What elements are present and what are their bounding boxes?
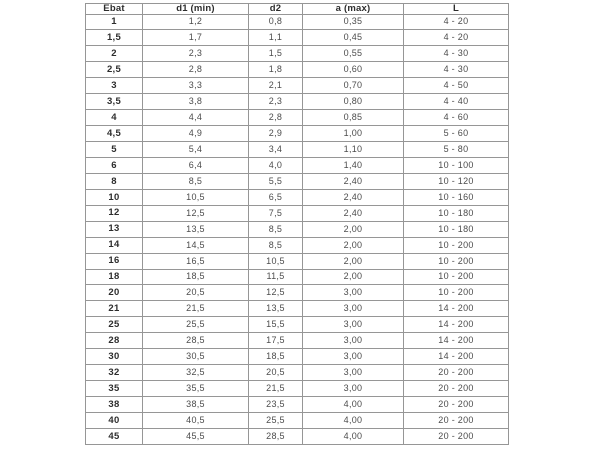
row-header-cell: 12 [86,205,143,221]
row-header-cell: 6 [86,157,143,173]
row-header-cell: 35 [86,381,143,397]
table-cell: 3,00 [303,317,404,333]
table-row [86,333,509,349]
table-cell: 28,5 [143,333,249,349]
table-row [86,189,509,205]
table-cell: 35,5 [143,381,249,397]
table-row [86,205,509,221]
table-cell: 21,5 [249,381,303,397]
col-header-d2: d2 [249,4,303,15]
table-cell: 3,00 [303,381,404,397]
table-cell: 4 - 50 [404,78,509,94]
table-cell: 4 - 20 [404,14,509,30]
table-cell: 20 - 200 [404,381,509,397]
table-row [86,285,509,301]
table-cell: 4,00 [303,428,404,444]
table-row [86,237,509,253]
table-cell: 13,5 [249,301,303,317]
table-cell: 2,00 [303,221,404,237]
table-cell: 14 - 200 [404,333,509,349]
table-row [86,110,509,126]
table-row [86,30,509,46]
table-cell: 2,40 [303,205,404,221]
table-cell: 0,35 [303,14,404,30]
row-header-cell: 18 [86,269,143,285]
table-cell: 2,3 [143,46,249,62]
table-cell: 8,5 [143,173,249,189]
table-cell: 10 - 180 [404,221,509,237]
table-row [86,221,509,237]
col-header-l: L [404,4,509,15]
table-cell: 2,9 [249,126,303,142]
row-header-cell: 1,5 [86,30,143,46]
table-cell: 25,5 [143,317,249,333]
table-cell: 2,8 [249,110,303,126]
row-header-cell: 16 [86,253,143,269]
table-row [86,142,509,158]
table-cell: 18,5 [249,349,303,365]
table-cell: 4 - 30 [404,46,509,62]
table-row [86,428,509,444]
table-cell: 40,5 [143,412,249,428]
table-cell: 25,5 [249,412,303,428]
table-cell: 1,7 [143,30,249,46]
table-cell: 10 - 100 [404,157,509,173]
table-cell: 10 - 200 [404,253,509,269]
table-cell: 11,5 [249,269,303,285]
table-cell: 15,5 [249,317,303,333]
table-cell: 14 - 200 [404,317,509,333]
table-cell: 3,3 [143,78,249,94]
row-header-cell: 3,5 [86,94,143,110]
row-header-cell: 4 [86,110,143,126]
table-row [86,253,509,269]
table-cell: 10 - 200 [404,269,509,285]
table-cell: 3,00 [303,285,404,301]
table-cell: 8,5 [249,221,303,237]
table-cell: 14 - 200 [404,349,509,365]
table-row [86,412,509,428]
spec-table [85,3,509,445]
table-cell: 10 - 180 [404,205,509,221]
table-cell: 20 - 200 [404,397,509,413]
table-cell: 20 - 200 [404,412,509,428]
table-cell: 1,2 [143,14,249,30]
row-header-cell: 20 [86,285,143,301]
table-cell: 5,4 [143,142,249,158]
col-header-amax: a (max) [303,4,404,15]
table-row [86,14,509,30]
table-cell: 0,60 [303,62,404,78]
table-cell: 10 - 200 [404,285,509,301]
row-header-cell: 2,5 [86,62,143,78]
table-cell: 21,5 [143,301,249,317]
row-header-cell: 14 [86,237,143,253]
row-header-cell: 38 [86,397,143,413]
row-header-cell: 45 [86,428,143,444]
table-cell: 20 - 200 [404,365,509,381]
header-row [86,4,509,15]
row-header-cell: 30 [86,349,143,365]
table-row [86,62,509,78]
table-cell: 2,00 [303,253,404,269]
row-header-cell: 4,5 [86,126,143,142]
table-cell: 17,5 [249,333,303,349]
row-header-cell: 8 [86,173,143,189]
table-cell: 10,5 [249,253,303,269]
table-cell: 8,5 [249,237,303,253]
row-header-cell: 28 [86,333,143,349]
table-cell: 0,55 [303,46,404,62]
table-cell: 2,00 [303,237,404,253]
table-cell: 6,5 [249,189,303,205]
table-row [86,94,509,110]
table-cell: 7,5 [249,205,303,221]
table-cell: 0,85 [303,110,404,126]
table-cell: 4,0 [249,157,303,173]
table-cell: 10,5 [143,189,249,205]
table-cell: 3,00 [303,365,404,381]
table-cell: 3,00 [303,333,404,349]
table-cell: 2,8 [143,62,249,78]
table-row [86,157,509,173]
table-cell: 1,8 [249,62,303,78]
table-cell: 10 - 200 [404,237,509,253]
table-cell: 5,5 [249,173,303,189]
table-cell: 30,5 [143,349,249,365]
table-cell: 4,9 [143,126,249,142]
row-header-cell: 5 [86,142,143,158]
table-row [86,381,509,397]
table-cell: 16,5 [143,253,249,269]
table-cell: 3,00 [303,301,404,317]
row-header-cell: 2 [86,46,143,62]
table-cell: 0,80 [303,94,404,110]
table-cell: 2,3 [249,94,303,110]
table-cell: 2,1 [249,78,303,94]
table-cell: 18,5 [143,269,249,285]
table-cell: 10 - 120 [404,173,509,189]
table-cell: 1,40 [303,157,404,173]
table-cell: 2,00 [303,269,404,285]
row-header-cell: 21 [86,301,143,317]
table-row [86,317,509,333]
row-header-cell: 40 [86,412,143,428]
col-header-d1min: d1 (min) [143,4,249,15]
table-cell: 14 - 200 [404,301,509,317]
table-cell: 45,5 [143,428,249,444]
table-cell: 1,00 [303,126,404,142]
table-cell: 20 - 200 [404,428,509,444]
row-header-cell: 10 [86,189,143,205]
table-cell: 32,5 [143,365,249,381]
table-cell: 0,70 [303,78,404,94]
table-cell: 3,4 [249,142,303,158]
table-cell: 23,5 [249,397,303,413]
row-header-cell: 13 [86,221,143,237]
table-row [86,349,509,365]
table-cell: 3,8 [143,94,249,110]
table-cell: 20,5 [249,365,303,381]
table-row [86,78,509,94]
table-cell: 4,00 [303,397,404,413]
table-cell: 1,10 [303,142,404,158]
table-cell: 13,5 [143,221,249,237]
row-header-cell: 32 [86,365,143,381]
table-cell: 12,5 [249,285,303,301]
table-cell: 20,5 [143,285,249,301]
table-cell: 4 - 20 [404,30,509,46]
col-header-ebat: Ebat [86,4,143,15]
table-row [86,397,509,413]
row-header-cell: 25 [86,317,143,333]
table-cell: 4 - 60 [404,110,509,126]
table-row [86,301,509,317]
table-cell: 2,40 [303,173,404,189]
table-cell: 0,45 [303,30,404,46]
table-cell: 4 - 40 [404,94,509,110]
table-cell: 4,4 [143,110,249,126]
table-cell: 6,4 [143,157,249,173]
table-cell: 14,5 [143,237,249,253]
table-cell: 5 - 60 [404,126,509,142]
row-header-cell: 1 [86,14,143,30]
table-row [86,46,509,62]
table-cell: 0,8 [249,14,303,30]
table-cell: 1,1 [249,30,303,46]
table-row [86,126,509,142]
table-cell: 3,00 [303,349,404,365]
table-cell: 2,40 [303,189,404,205]
table-row [86,269,509,285]
table-row [86,365,509,381]
row-header-cell: 3 [86,78,143,94]
table-cell: 38,5 [143,397,249,413]
table-cell: 10 - 160 [404,189,509,205]
table-cell: 4 - 30 [404,62,509,78]
table-row [86,173,509,189]
table-cell: 4,00 [303,412,404,428]
table-cell: 28,5 [249,428,303,444]
table-cell: 5 - 80 [404,142,509,158]
table-cell: 12,5 [143,205,249,221]
table-cell: 1,5 [249,46,303,62]
